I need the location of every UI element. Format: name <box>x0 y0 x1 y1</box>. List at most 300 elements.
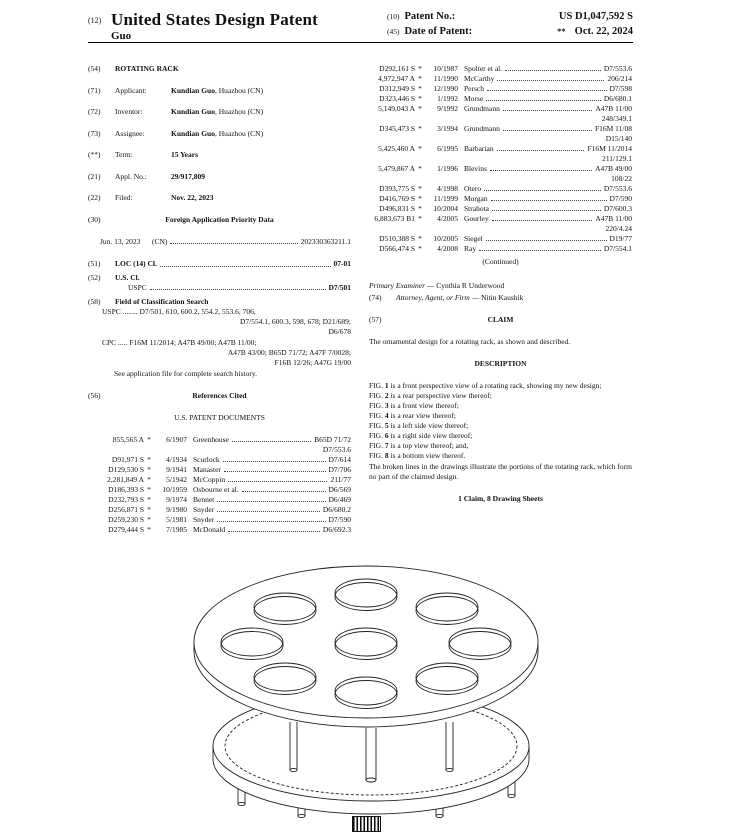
fig-word: FIG. <box>369 441 383 450</box>
fig-word: FIG. <box>369 431 383 440</box>
field-code: (22) <box>88 193 101 202</box>
fig-text: is a rear view thereof; <box>388 411 456 420</box>
dot-leader <box>497 150 585 151</box>
reference-date: 7/1985 <box>166 524 187 534</box>
top-disc <box>194 566 538 727</box>
fig-number: 1 <box>384 381 389 390</box>
reference-class-continuation: D7/553.6 <box>322 444 351 454</box>
dot-leader <box>486 240 607 241</box>
priority-entry <box>100 237 351 247</box>
reference-date: 9/1974 <box>166 494 187 504</box>
description-heading <box>369 359 632 369</box>
inventor-location: , Huazhou (CN) <box>214 107 264 116</box>
reference-class: D7/553.6 <box>603 64 632 73</box>
uspc-search-block <box>88 307 351 337</box>
reference-date: 4/1934 <box>166 454 187 464</box>
reference-date: 1/1992 <box>437 94 458 103</box>
uspc-search-line: D6/678 <box>328 326 351 336</box>
attorney-value <box>396 293 523 303</box>
search-title: Field of Classification Search <box>115 296 209 306</box>
reference-star: * <box>418 144 422 153</box>
attorney-line <box>369 293 632 303</box>
reference-star: * <box>418 94 422 103</box>
right-column <box>369 64 632 535</box>
dot-leader <box>503 110 593 111</box>
reference-date: 6/1907 <box>166 434 187 444</box>
reference-row <box>369 234 632 244</box>
reference-date: 4/1998 <box>437 184 458 193</box>
reference-name: Gourley <box>464 214 489 223</box>
dot-leader <box>497 80 604 81</box>
claim-text: The ornamental design for a rotating rack, as shown and described. <box>369 337 571 346</box>
reference-star: * <box>147 524 151 534</box>
reference-row <box>98 455 351 465</box>
appl-no-label: Appl. No.: <box>115 171 147 181</box>
field-21-appl-no <box>88 172 351 182</box>
primary-examiner-name: — Cynthia R Underwood <box>425 281 505 290</box>
term-value: 15 Years <box>171 150 199 159</box>
field-code: (30) <box>88 214 101 224</box>
field-code: (**) <box>88 150 101 159</box>
dot-leader <box>170 243 297 244</box>
reference-name: Otero <box>464 184 482 193</box>
reference-class: 206/214 <box>607 74 632 83</box>
reference-name: Spolter et al. <box>464 64 503 73</box>
reference-date: 4/2005 <box>437 214 458 223</box>
reference-name: Snyder <box>193 504 215 514</box>
reference-date: 5/1981 <box>166 514 187 524</box>
field-code: (72) <box>88 107 101 116</box>
field-code: (73) <box>88 128 101 138</box>
dot-leader <box>505 70 601 71</box>
patent-number-line <box>387 12 633 22</box>
reference-star: * <box>147 494 151 504</box>
reference-date: 9/1980 <box>166 504 187 514</box>
reference-row <box>369 104 632 114</box>
references-table-left <box>88 435 351 535</box>
reference-date: 10/1987 <box>433 64 458 73</box>
reference-star: * <box>418 214 422 223</box>
reference-name: Barbarian <box>464 144 494 153</box>
field-code-45: (45) <box>387 27 400 36</box>
figure-description <box>369 411 632 421</box>
reference-class: D7/598 <box>609 84 632 93</box>
reference-class: D7/590 <box>609 194 632 203</box>
reference-number: D279,444 S <box>108 524 144 534</box>
dot-leader <box>479 250 601 251</box>
field-22-filed <box>88 193 351 203</box>
reference-number: 5,425,460 A <box>378 144 415 153</box>
loc-label: LOC (14) Cl. <box>115 258 157 268</box>
reference-row <box>98 495 351 505</box>
rotating-rack-figure-svg <box>178 560 558 818</box>
fig-word: FIG. <box>369 451 383 460</box>
field-73-assignee <box>88 129 351 139</box>
dot-leader <box>224 471 326 472</box>
reference-number: D510,388 S <box>379 234 415 243</box>
assignee-name: Kundian Guo <box>171 128 215 138</box>
field-code: (54) <box>88 64 101 73</box>
reference-star: * <box>147 504 151 514</box>
filed-label: Filed: <box>115 193 133 202</box>
claim-title: CLAIM <box>487 315 514 324</box>
us-patent-documents-title: U.S. PATENT DOCUMENTS <box>174 412 265 422</box>
reference-class: A47B 49/00 <box>595 164 632 173</box>
reference-number: 6,883,673 B1 <box>374 214 415 223</box>
references-title: References Cited <box>192 390 247 400</box>
term-asterisks: ** <box>557 26 566 36</box>
reference-name: Osbourne et al. <box>193 484 239 494</box>
reference-number: D323,446 S <box>379 94 415 103</box>
reference-row <box>369 244 632 254</box>
reference-class: D6/469 <box>328 494 351 504</box>
dot-leader <box>228 481 327 482</box>
dot-leader <box>492 220 593 221</box>
field-71-applicant <box>88 86 351 96</box>
reference-date: 3/1994 <box>437 124 458 133</box>
assignee-value <box>171 129 263 139</box>
reference-class: D19/77 <box>609 234 632 243</box>
reference-date: 11/1990 <box>433 74 458 83</box>
us-cl-label: U.S. Cl. <box>115 272 140 282</box>
filed-value: Nov. 22, 2023 <box>171 193 214 202</box>
inventor-name: Kundian Guo <box>171 107 215 116</box>
reference-number: 5,479,867 A <box>378 164 415 173</box>
uspc-value: D7/501 <box>328 282 351 292</box>
dot-leader <box>487 90 607 91</box>
reference-row <box>369 144 632 154</box>
patent-number-label: Patent No.: <box>404 11 456 22</box>
field-code: (52) <box>88 272 101 282</box>
inventor-value <box>171 107 263 117</box>
field-58-search <box>88 297 351 307</box>
reference-number: D566,474 S <box>379 244 415 253</box>
reference-class-continuation: D15/140 <box>605 134 632 143</box>
body-columns <box>88 64 633 535</box>
reference-number: D129,530 S <box>108 464 144 474</box>
reference-name: Grundmann <box>464 124 500 133</box>
reference-row <box>369 64 632 74</box>
reference-number: 5,149,043 A <box>378 104 415 113</box>
field-code: (21) <box>88 171 101 181</box>
barcode <box>352 816 381 832</box>
reference-name: Morse <box>464 94 484 103</box>
reference-class: D7/614 <box>328 454 351 464</box>
reference-star: * <box>147 474 151 484</box>
applicant-label: Applicant: <box>115 85 147 95</box>
fig-text: is a bottom view thereof. <box>388 451 466 460</box>
reference-star: * <box>418 204 422 213</box>
assignee-location: , Huazhou (CN) <box>214 128 264 138</box>
field-56-references-heading <box>88 391 351 401</box>
term-label: Term: <box>115 150 133 159</box>
dot-leader <box>217 511 320 512</box>
reference-number: D91,971 S <box>111 454 144 464</box>
reference-date: 10/2005 <box>433 234 458 243</box>
reference-star: * <box>418 74 422 83</box>
reference-star: * <box>418 64 422 73</box>
reference-star: * <box>418 124 422 133</box>
patent-number-value: US D1,047,592 S <box>558 11 633 22</box>
reference-number: D256,871 S <box>108 504 144 514</box>
header-left <box>88 10 380 41</box>
reference-name: Manaster <box>193 464 221 474</box>
reference-class: F16M 11/2014 <box>587 144 632 153</box>
document-title: United States Design Patent <box>111 10 319 29</box>
reference-number: D345,473 S <box>379 124 415 133</box>
fig-text: is a rear perspective view thereof; <box>388 391 492 400</box>
reference-number: D232,793 S <box>108 494 144 504</box>
fig-word: FIG. <box>369 381 383 390</box>
figure-description <box>369 391 632 401</box>
reference-name: Morgan <box>464 194 488 203</box>
appl-no-value: 29/917,809 <box>171 171 205 181</box>
priority-date: Jun. 13, 2023 <box>100 236 141 246</box>
uspc-label: USPC <box>128 282 147 292</box>
figure-description <box>369 431 632 441</box>
fig-number: 8 <box>384 451 389 460</box>
reference-class: D7/553.6 <box>603 184 632 193</box>
primary-examiner-label: Primary Examiner <box>369 281 426 290</box>
reference-star: * <box>418 104 422 113</box>
attorney-name: — Nitin Kaushik <box>469 293 524 302</box>
cpc-search-line: CPC ..... F16M 11/2014; A47B 49/00; A47B 11/00; <box>102 337 257 347</box>
reference-name: Snyder <box>193 514 215 524</box>
reference-row <box>98 465 351 475</box>
fig-word: FIG. <box>369 401 383 410</box>
reference-class-continuation: 108/22 <box>611 174 632 183</box>
broken-lines-note: The broken lines in the drawings illustrate the portions of the rotating rack, which form no part of the claimed design. <box>369 462 632 481</box>
reference-class: D7/600.3 <box>603 204 632 213</box>
field-52-us-cl <box>88 273 351 283</box>
reference-row <box>369 74 632 84</box>
field-30-priority-heading <box>88 215 351 225</box>
reference-star: * <box>147 454 151 464</box>
dot-leader <box>492 210 601 211</box>
reference-star: * <box>147 434 151 444</box>
invention-title: ROTATING RACK <box>115 64 179 73</box>
reference-row <box>98 505 351 515</box>
reference-name: Grundmann <box>464 104 500 113</box>
reference-star: * <box>147 464 151 474</box>
reference-name: Greenhouse <box>193 434 229 444</box>
fig-number: 6 <box>384 431 389 440</box>
dot-leader <box>232 441 311 442</box>
reference-row <box>369 214 632 224</box>
field-code: (58) <box>88 296 101 306</box>
reference-star: * <box>418 84 422 93</box>
reference-date: 12/1990 <box>433 84 458 93</box>
priority-number: 202330363211.1 <box>300 236 351 246</box>
figure-description <box>369 381 632 391</box>
field-code: (51) <box>88 258 101 268</box>
assignee-label: Assignee: <box>115 128 145 138</box>
dot-leader <box>242 491 326 492</box>
reference-number: D186,393 S <box>108 484 144 494</box>
uspc-search-line: USPC ........ D7/501, 610, 600.2, 554.2, 553.6, 706, <box>102 306 256 316</box>
field-code: (74) <box>369 293 382 302</box>
reference-name: Blevins <box>464 164 487 173</box>
reference-name: Scurlock <box>193 454 220 464</box>
patent-date-value: Oct. 22, 2024 <box>574 26 633 37</box>
dot-leader <box>490 170 592 171</box>
fig-text: is a front perspective view of a rotating rack, showing my new design; <box>388 381 602 390</box>
cpc-search-line: A47B 43/00; B65D 71/72; A47F 7/0028; <box>227 347 351 357</box>
fig-word: FIG. <box>369 391 383 400</box>
reference-class: D6/569 <box>328 484 351 494</box>
reference-star: * <box>418 194 422 203</box>
reference-row <box>369 204 632 214</box>
fig-number: 7 <box>384 441 389 450</box>
cpc-search-block <box>88 338 351 368</box>
dot-leader <box>223 461 326 462</box>
reference-star: * <box>418 234 422 243</box>
reference-star: * <box>147 514 151 524</box>
field-54-title <box>88 64 351 74</box>
references-table-right <box>369 64 632 254</box>
figure-description <box>369 401 632 411</box>
dot-leader <box>486 100 601 101</box>
uspc-search-line: D7/554.1, 600.3, 598, 678; D21/689; <box>239 316 351 326</box>
field-code-10: (10) <box>387 12 400 21</box>
reference-class: A47B 11/00 <box>595 214 632 223</box>
field-72-inventor <box>88 107 351 117</box>
reference-number: D416,769 S <box>379 194 415 203</box>
dot-leader <box>217 521 325 522</box>
reference-class: F16M 11/08 <box>594 124 632 133</box>
reference-number: 855,565 A <box>112 434 144 444</box>
header-divider <box>88 42 633 43</box>
reference-number: D292,161 S <box>379 64 415 73</box>
figure-description <box>369 441 632 451</box>
reference-row <box>369 94 632 104</box>
fig-text: is a left side view thereof; <box>388 421 469 430</box>
field-code: (57) <box>369 315 382 324</box>
reference-row <box>98 475 351 485</box>
applicant-value <box>171 86 263 96</box>
reference-name: McCarthy <box>464 74 495 83</box>
reference-date: 5/1942 <box>166 474 187 484</box>
priority-title: Foreign Application Priority Data <box>165 214 274 224</box>
reference-name: Bennet <box>193 494 215 504</box>
reference-date: 11/1999 <box>433 194 458 203</box>
fig-number: 2 <box>384 391 389 400</box>
figure-description <box>369 451 632 461</box>
reference-name: Ray <box>464 244 477 253</box>
left-column <box>88 64 351 535</box>
reference-row <box>369 124 632 134</box>
reference-number: 4,972,947 A <box>378 74 415 83</box>
reference-class: D6/680.1 <box>603 94 632 103</box>
fig-word: FIG. <box>369 411 383 420</box>
reference-date: 1/1996 <box>437 164 458 173</box>
reference-date: 6/1995 <box>437 144 458 153</box>
inventor-surname: Guo <box>111 30 132 42</box>
reference-class-continuation: 248/349.1 <box>601 114 632 123</box>
reference-name: Strahota <box>464 204 489 213</box>
dot-leader <box>484 190 601 191</box>
reference-date: 9/1992 <box>437 104 458 113</box>
dot-leader <box>503 130 592 131</box>
reference-star: * <box>418 164 422 173</box>
fig-number: 3 <box>384 401 389 410</box>
references-continued-note: (Continued) <box>482 257 519 266</box>
reference-class: B65D 71/72 <box>314 434 351 444</box>
field-51-loc <box>88 259 351 269</box>
reference-star: * <box>418 244 422 253</box>
reference-class: 211/77 <box>330 474 351 484</box>
reference-number: 2,281,849 A <box>107 474 144 484</box>
dot-leader <box>491 200 607 201</box>
figure-descriptions <box>369 381 632 461</box>
reference-class: D6/680.2 <box>322 504 351 514</box>
patent-date-label: Date of Patent: <box>404 26 473 37</box>
reference-class-continuation: 220/4.24 <box>605 224 632 233</box>
reference-date: 10/2004 <box>433 204 458 213</box>
dot-leader <box>150 289 326 290</box>
reference-class: D7/706 <box>328 464 351 474</box>
field-term <box>88 150 351 160</box>
loc-value: 07-01 <box>333 258 351 268</box>
applicant-location: , Huazhou (CN) <box>214 85 264 95</box>
reference-date: 10/1959 <box>162 484 187 494</box>
rotating-rack-drawing <box>178 560 558 818</box>
reference-class-continuation: 211/129.1 <box>602 154 632 163</box>
reference-number: D312,949 S <box>379 84 415 93</box>
priority-country: (CN) <box>152 236 168 246</box>
reference-number: D393,775 S <box>379 184 415 193</box>
reference-class: A47B 11/00 <box>595 104 632 113</box>
description-title: DESCRIPTION <box>474 359 527 368</box>
reference-class: D7/590 <box>328 514 351 524</box>
search-history-note: See application file for complete search history. <box>114 368 258 378</box>
fig-number: 4 <box>384 411 389 420</box>
reference-row <box>98 435 351 445</box>
reference-name: Siegel <box>464 234 483 243</box>
reference-date: 4/2008 <box>437 244 458 253</box>
reference-name: McCoppin <box>193 474 226 484</box>
patent-date-line <box>387 26 633 37</box>
reference-date: 9/1941 <box>166 464 187 474</box>
dot-leader <box>217 501 325 502</box>
reference-row <box>98 485 351 495</box>
inventor-label: Inventor: <box>115 107 143 116</box>
reference-row <box>98 515 351 525</box>
reference-row <box>369 84 632 94</box>
patent-header <box>88 10 633 41</box>
claims-and-sheets: 1 Claim, 8 Drawing Sheets <box>458 494 543 503</box>
reference-row <box>369 184 632 194</box>
reference-class: D6/692.3 <box>322 524 351 534</box>
fig-number: 5 <box>384 421 389 430</box>
field-code: (56) <box>88 390 101 400</box>
reference-star: * <box>418 184 422 193</box>
fig-word: FIG. <box>369 421 383 430</box>
reference-number: D496,831 S <box>379 204 415 213</box>
primary-examiner-line <box>369 281 632 291</box>
field-code: (71) <box>88 85 101 95</box>
fig-text: is a right side view thereof; <box>388 431 473 440</box>
attorney-label: Attorney, Agent, or Firm <box>396 293 470 302</box>
dot-leader <box>228 531 320 532</box>
reference-class: D7/554.1 <box>603 244 632 253</box>
field-57-claim-heading <box>369 315 632 325</box>
reference-row <box>98 525 351 535</box>
cpc-search-line: F16B 12/26; A47G 19/00 <box>274 357 351 367</box>
field-code-12: (12) <box>88 16 102 25</box>
uspc-line <box>88 283 351 293</box>
header-right <box>387 12 633 41</box>
